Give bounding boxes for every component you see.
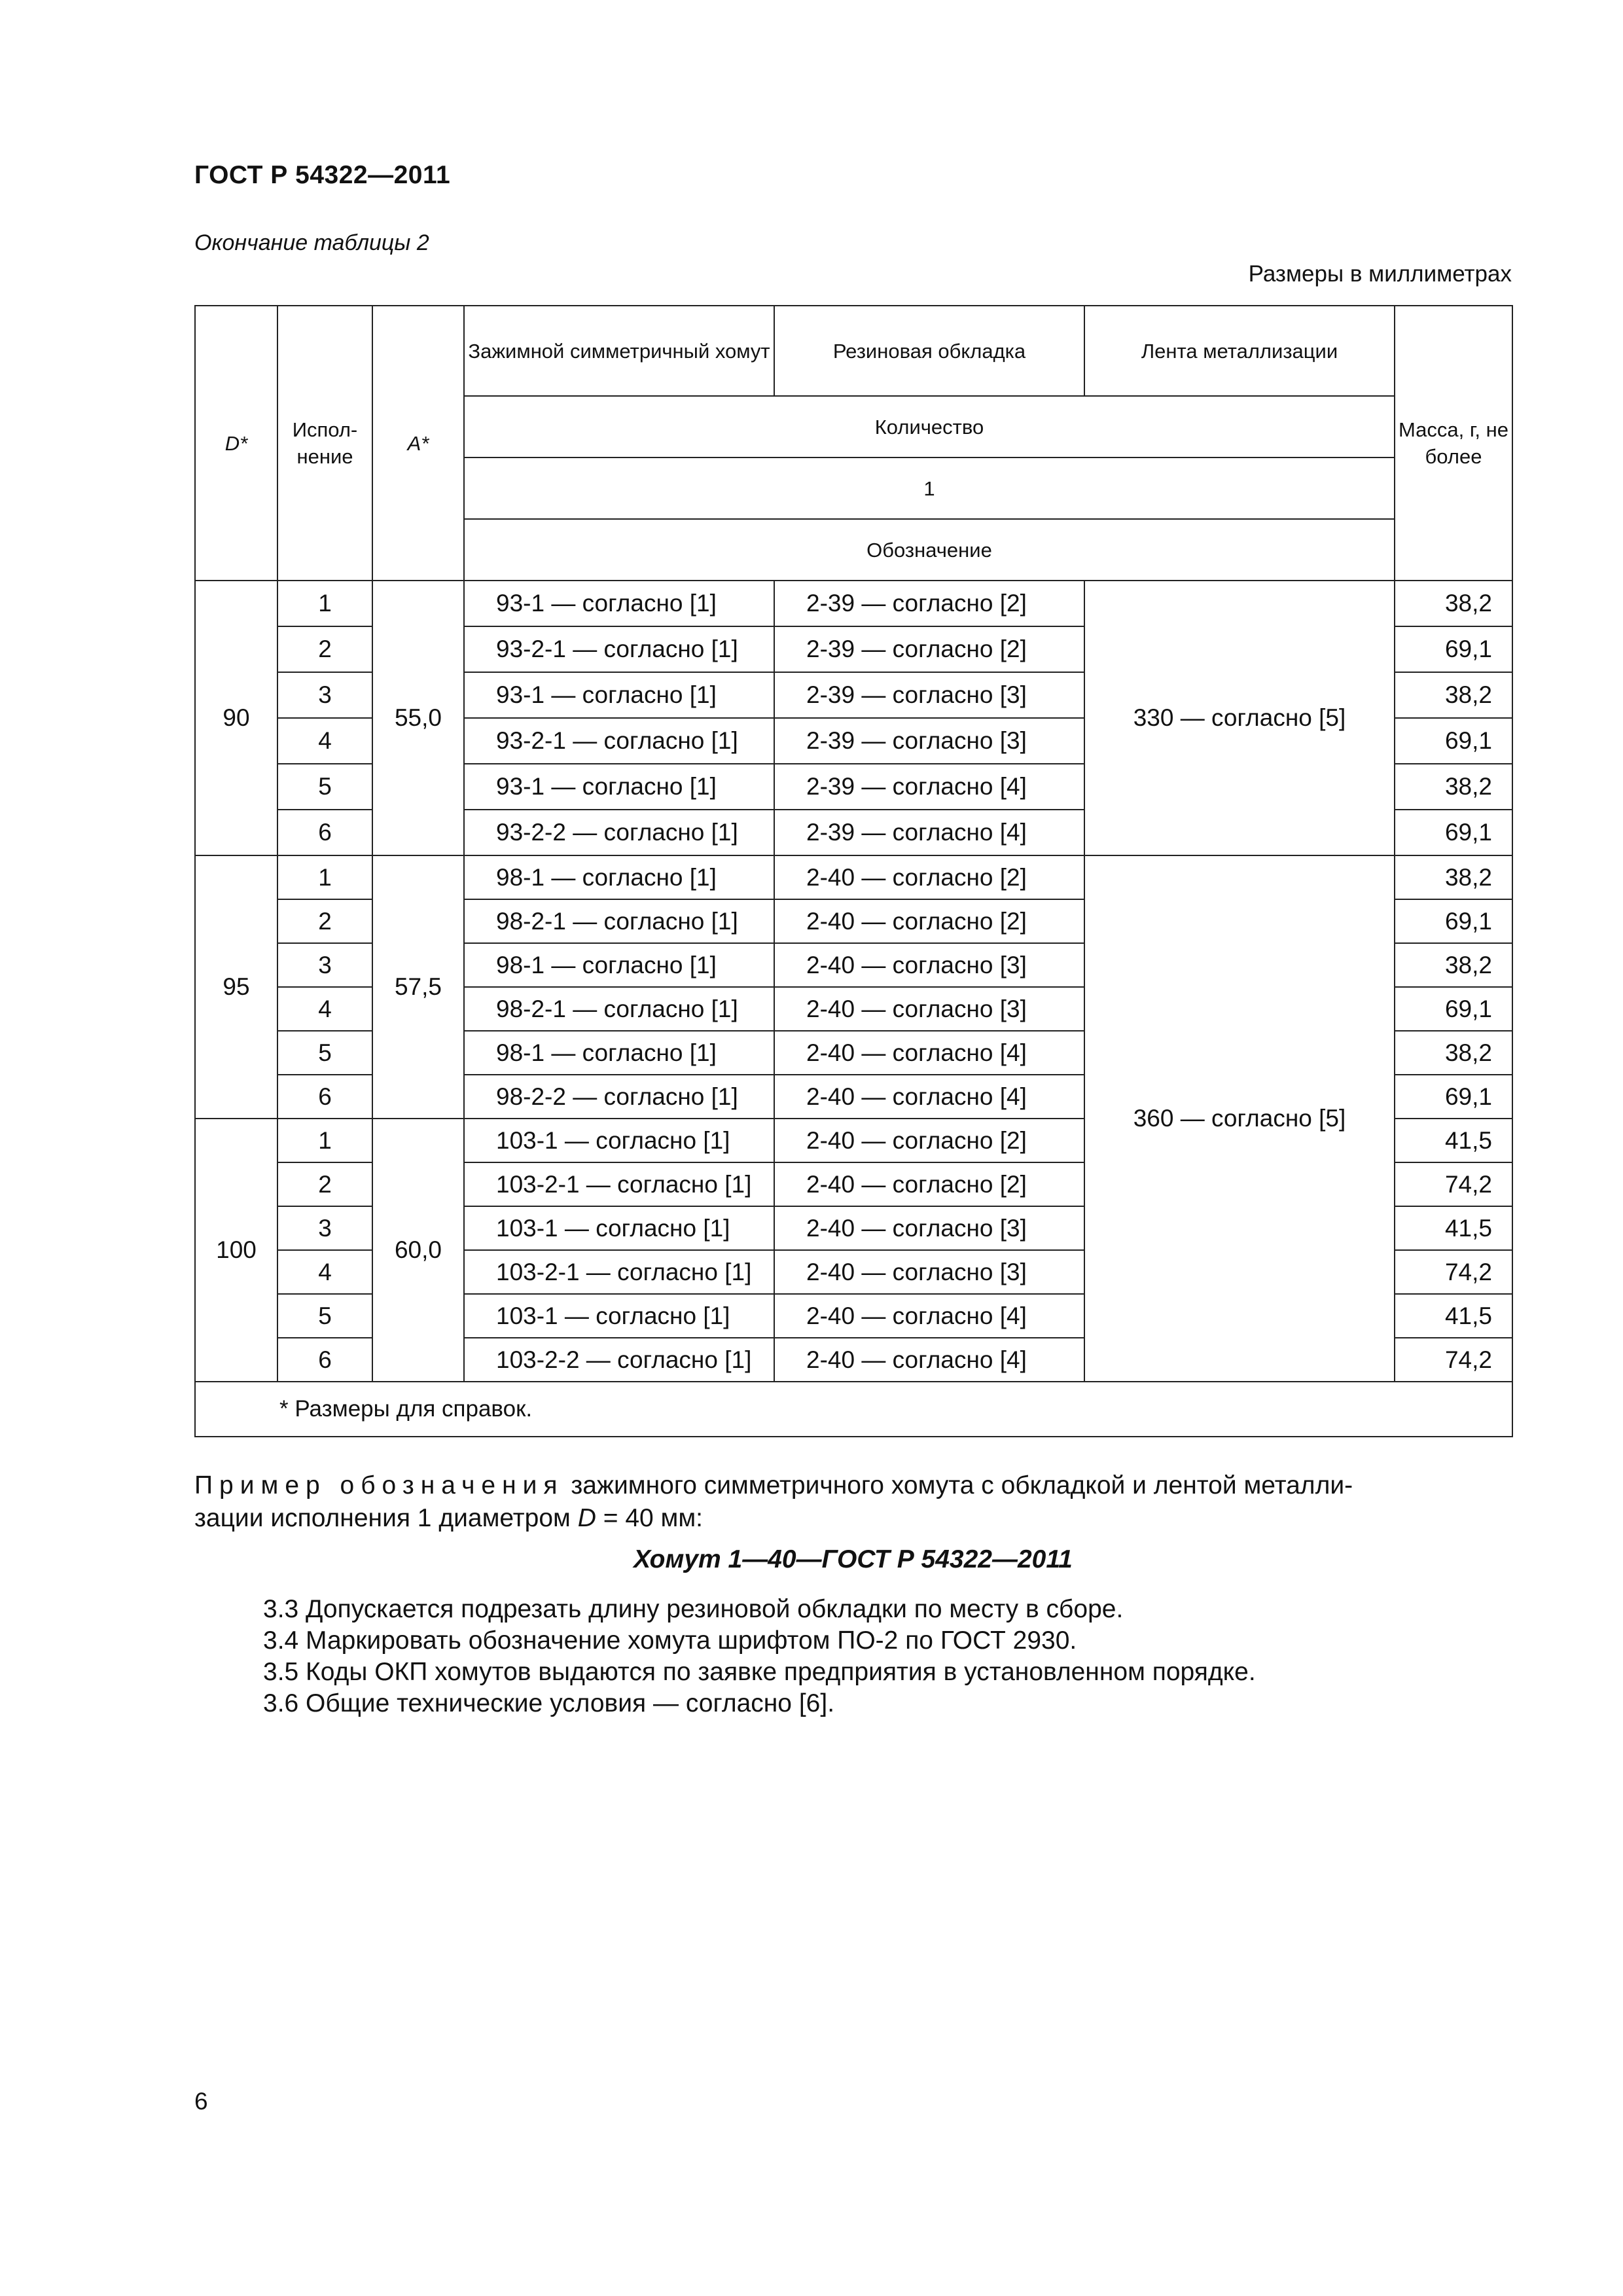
variant-cell: 6	[277, 810, 372, 855]
mass-cell: 38,2	[1395, 581, 1512, 626]
header-d: D*	[195, 306, 277, 581]
rubber-cell: 2-39 — согласно [3]	[774, 718, 1084, 764]
mass-cell: 69,1	[1395, 810, 1512, 855]
clause-3-5: 3.5 Коды ОКП хомутов выдаются по заявке предприятия в установленном порядке.	[263, 1658, 1256, 1686]
header-tape: Лента металлизации	[1084, 306, 1395, 396]
clause-3-4: 3.4 Маркировать обозначение хомута шрифтом ПО-2 по ГОСТ 2930.	[263, 1626, 1077, 1655]
variant-cell: 4	[277, 1250, 372, 1294]
rubber-cell: 2-40 — согласно [2]	[774, 855, 1084, 899]
rubber-cell: 2-40 — согласно [4]	[774, 1075, 1084, 1119]
clamp-cell: 93-1 — согласно [1]	[464, 672, 774, 718]
clamp-cell: 93-1 — согласно [1]	[464, 764, 774, 810]
clamp-cell: 93-1 — согласно [1]	[464, 581, 774, 626]
variant-cell: 1	[277, 581, 372, 626]
rubber-cell: 2-39 — согласно [4]	[774, 810, 1084, 855]
mass-cell: 74,2	[1395, 1162, 1512, 1206]
variant-cell: 1	[277, 1119, 372, 1162]
clamp-cell: 93-2-1 — согласно [1]	[464, 718, 774, 764]
clamp-cell: 98-1 — согласно [1]	[464, 1031, 774, 1075]
rubber-cell: 2-40 — согласно [3]	[774, 1206, 1084, 1250]
mass-cell: 41,5	[1395, 1294, 1512, 1338]
clamp-cell: 103-1 — согласно [1]	[464, 1206, 774, 1250]
mass-cell: 38,2	[1395, 1031, 1512, 1075]
example-text-3: = 40 мм:	[603, 1504, 703, 1532]
variant-cell: 4	[277, 718, 372, 764]
variant-cell: 2	[277, 1162, 372, 1206]
variant-cell: 2	[277, 899, 372, 943]
header-quantity: Количество	[464, 396, 1395, 457]
a-dimension-cell: 60,0	[372, 1119, 464, 1382]
mass-cell: 69,1	[1395, 899, 1512, 943]
rubber-cell: 2-40 — согласно [3]	[774, 1250, 1084, 1294]
header-designation: Обозначение	[464, 519, 1395, 581]
diameter-cell: 90	[195, 581, 277, 855]
mass-cell: 38,2	[1395, 855, 1512, 899]
rubber-cell: 2-40 — согласно [4]	[774, 1338, 1084, 1382]
clamp-cell: 103-2-1 — согласно [1]	[464, 1250, 774, 1294]
example-text-1: зажимного симметричного хомута с обкладкой и лентой металли-	[571, 1471, 1353, 1499]
rubber-cell: 2-39 — согласно [2]	[774, 581, 1084, 626]
clamp-cell: 103-2-2 — согласно [1]	[464, 1338, 774, 1382]
diameter-cell: 95	[195, 855, 277, 1119]
clamp-cell: 98-1 — согласно [1]	[464, 855, 774, 899]
example-lead: Пример обозначения	[194, 1471, 564, 1499]
tape-cell: 360 — согласно [5]	[1084, 855, 1395, 1382]
mass-cell: 69,1	[1395, 1075, 1512, 1119]
rubber-cell: 2-40 — согласно [2]	[774, 899, 1084, 943]
clause-3-3: 3.3 Допускается подрезать длину резиновой обкладки по месту в сборе.	[263, 1595, 1124, 1623]
variant-cell: 3	[277, 672, 372, 718]
clamp-cell: 93-2-1 — согласно [1]	[464, 626, 774, 672]
variant-cell: 6	[277, 1338, 372, 1382]
header-variant: Испол-нение	[277, 306, 372, 581]
rubber-cell: 2-39 — согласно [3]	[774, 672, 1084, 718]
clamp-cell: 98-1 — согласно [1]	[464, 943, 774, 987]
rubber-cell: 2-40 — согласно [4]	[774, 1031, 1084, 1075]
variant-cell: 5	[277, 1031, 372, 1075]
mass-cell: 74,2	[1395, 1250, 1512, 1294]
mass-cell: 38,2	[1395, 672, 1512, 718]
mass-cell: 69,1	[1395, 718, 1512, 764]
variant-cell: 2	[277, 626, 372, 672]
table-row	[195, 581, 1512, 626]
example-formula: Хомут 1—40—ГОСТ Р 54322—2011	[633, 1545, 1073, 1573]
variant-cell: 5	[277, 764, 372, 810]
header-clamp: Зажимной симметричный хомут	[464, 306, 774, 396]
document-title: ГОСТ Р 54322—2011	[194, 161, 451, 189]
example-text-2: зации исполнения 1 диаметром	[194, 1504, 571, 1532]
example-variable: D	[577, 1504, 596, 1532]
rubber-cell: 2-40 — согласно [3]	[774, 987, 1084, 1031]
mass-cell: 38,2	[1395, 764, 1512, 810]
clamp-cell: 98-2-1 — согласно [1]	[464, 987, 774, 1031]
clause-3-6: 3.6 Общие технические условия — согласно [6].	[263, 1689, 835, 1717]
table-footnote: * Размеры для справок.	[195, 1382, 1512, 1437]
rubber-cell: 2-39 — согласно [4]	[774, 764, 1084, 810]
rubber-cell: 2-40 — согласно [2]	[774, 1162, 1084, 1206]
clamp-cell: 103-1 — согласно [1]	[464, 1119, 774, 1162]
a-dimension-cell: 57,5	[372, 855, 464, 1119]
variant-cell: 3	[277, 943, 372, 987]
variant-cell: 5	[277, 1294, 372, 1338]
mass-cell: 69,1	[1395, 987, 1512, 1031]
rubber-cell: 2-40 — согласно [4]	[774, 1294, 1084, 1338]
header-a: A*	[372, 306, 464, 581]
rubber-cell: 2-40 — согласно [2]	[774, 1119, 1084, 1162]
clamp-cell: 103-1 — согласно [1]	[464, 1294, 774, 1338]
diameter-cell: 100	[195, 1119, 277, 1382]
mass-cell: 41,5	[1395, 1206, 1512, 1250]
header-quantity-value: 1	[464, 457, 1395, 519]
units-note: Размеры в миллиметрах	[1248, 261, 1512, 287]
variant-cell: 6	[277, 1075, 372, 1119]
clamp-cell: 98-2-2 — согласно [1]	[464, 1075, 774, 1119]
page-number: 6	[194, 2088, 208, 2115]
tape-cell: 330 — согласно [5]	[1084, 581, 1395, 855]
header-rubber: Резиновая обкладка	[774, 306, 1084, 396]
mass-cell: 41,5	[1395, 1119, 1512, 1162]
mass-cell: 69,1	[1395, 626, 1512, 672]
mass-cell: 38,2	[1395, 943, 1512, 987]
clamp-cell: 103-2-1 — согласно [1]	[464, 1162, 774, 1206]
clamp-cell: 98-2-1 — согласно [1]	[464, 899, 774, 943]
a-dimension-cell: 55,0	[372, 581, 464, 855]
variant-cell: 4	[277, 987, 372, 1031]
mass-cell: 74,2	[1395, 1338, 1512, 1382]
variant-cell: 3	[277, 1206, 372, 1250]
rubber-cell: 2-39 — согласно [2]	[774, 626, 1084, 672]
specification-table	[194, 305, 1513, 1437]
variant-cell: 1	[277, 855, 372, 899]
rubber-cell: 2-40 — согласно [3]	[774, 943, 1084, 987]
clamp-cell: 93-2-2 — согласно [1]	[464, 810, 774, 855]
table-row	[195, 855, 1512, 899]
designation-example	[194, 1469, 1512, 1535]
table-caption: Окончание таблицы 2	[194, 230, 429, 255]
header-mass: Масса, г, не более	[1395, 306, 1512, 581]
